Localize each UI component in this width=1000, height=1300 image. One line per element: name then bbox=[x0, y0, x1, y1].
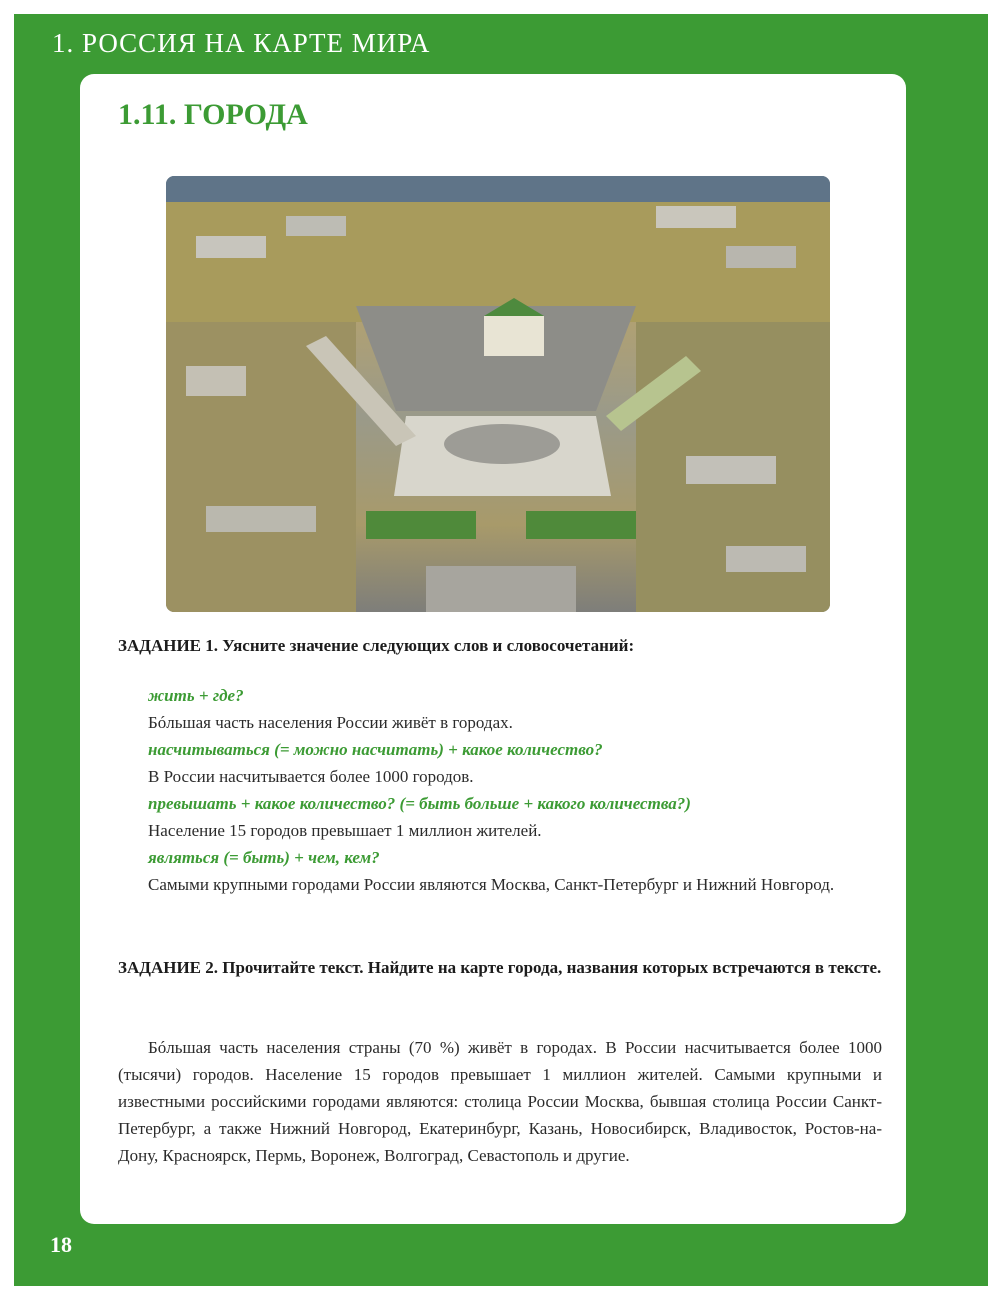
task1-phrase-1: жить + где? bbox=[148, 686, 244, 705]
task1-example-1: Бóльшая часть населения России живёт в городах. bbox=[148, 713, 513, 732]
page-number: 18 bbox=[50, 1232, 72, 1257]
task1-example-2: В России насчитывается более 1000 городов. bbox=[148, 767, 474, 786]
task1-example-3: Население 15 городов превышает 1 миллион жителей. bbox=[148, 821, 542, 840]
task1-phrase-3: превышать + какое количество? (= быть больше + какого количества?) bbox=[148, 794, 691, 813]
task1-title: ЗАДАНИЕ 1. Уясните значение следующих слов и словосочетаний: bbox=[118, 636, 635, 655]
task2-body: Бóльшая часть населения страны (70 %) живёт в городах. В России насчитывается более 1000 (тысячи) городов. Население 15 городов превышает 1 миллион жителей. Самыми крупными и известными российскими городами являются: столица России Москва, бывшая столица России Санкт-Петербург, а также Нижний Новгород, Екатеринбург, Казань, Новосибирск, Владивосток, Ростов-на-Дону, Красноярск, Пермь, Воронеж, Волгоград, Севастополь и другие. bbox=[118, 1038, 882, 1165]
chapter-title: 1. РОССИЯ НА КАРТЕ МИРА bbox=[52, 28, 431, 58]
city-aerial-photo bbox=[166, 176, 830, 612]
task1-phrase-4: являться (= быть) + чем, кем? bbox=[148, 848, 380, 867]
task1-example-4: Самыми крупными городами России являются Москва, Санкт-Петербург и Нижний Новгород. bbox=[148, 875, 835, 894]
task2-title: ЗАДАНИЕ 2. Прочитайте текст. Найдите на карте города, названия которых встречаются в тексте. bbox=[118, 958, 882, 977]
section-title: 1.11. ГОРОДА bbox=[118, 98, 308, 131]
task1-phrase-2: насчитываться (= можно насчитать) + какое количество? bbox=[148, 740, 603, 759]
